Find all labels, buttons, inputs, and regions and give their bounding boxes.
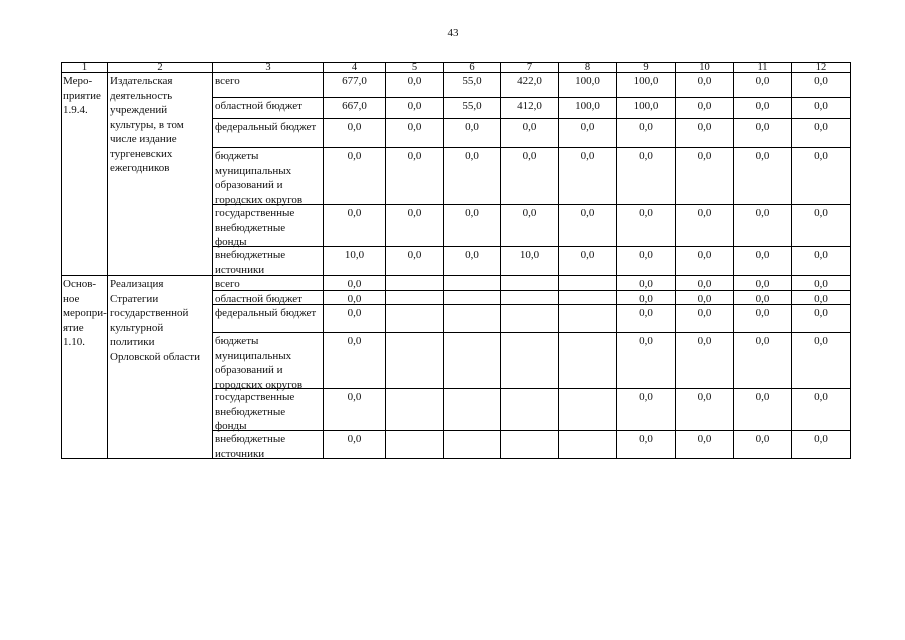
amount-cell: 0,0 [676, 276, 734, 291]
amount-cell: 0,0 [676, 205, 734, 247]
amount-cell [386, 333, 444, 389]
amount-cell [444, 291, 501, 305]
amount-cell: 0,0 [617, 291, 676, 305]
funding-source-cell [213, 247, 324, 276]
amount-cell: 0,0 [617, 247, 676, 276]
amount-cell: 0,0 [734, 389, 792, 431]
amount-cell: 0,0 [386, 247, 444, 276]
funding-source-line: городских округов [215, 378, 303, 391]
amount-cell: 0,0 [792, 205, 851, 247]
amount-cell [386, 305, 444, 333]
amount-cell: 0,0 [559, 148, 617, 205]
amount-cell [444, 305, 501, 333]
amount-cell: 0,0 [734, 73, 792, 98]
amount-cell [501, 431, 559, 459]
funding-source-cell [213, 73, 324, 98]
column-number-header: 12 [792, 63, 851, 73]
funding-source-line: федеральный бюджет [215, 121, 317, 133]
amount-cell: 0,0 [734, 276, 792, 291]
amount-cell: 10,0 [324, 247, 386, 276]
funding-source-line: внебюджетные [215, 433, 286, 445]
amount-cell [444, 276, 501, 291]
amount-cell: 100,0 [617, 73, 676, 98]
funding-source-line: образований и [215, 364, 283, 376]
amount-cell: 0,0 [324, 291, 386, 305]
funding-source-line: фонды [215, 420, 247, 432]
amount-cell: 0,0 [734, 148, 792, 205]
funding-source-cell [213, 333, 324, 389]
funding-source-line: областной бюджет [215, 293, 302, 305]
funding-source-line: фонды [215, 236, 247, 248]
event-number-cell [62, 73, 108, 276]
funding-source-line: внебюджетные [215, 221, 286, 234]
funding-source-cell [213, 431, 324, 459]
amount-cell: 0,0 [617, 276, 676, 291]
column-number-header: 5 [386, 63, 444, 73]
amount-cell: 0,0 [324, 119, 386, 148]
amount-cell [501, 389, 559, 431]
funding-source-cell [213, 148, 324, 205]
amount-cell [559, 291, 617, 305]
amount-cell [501, 305, 559, 333]
event-number-cell [62, 276, 108, 459]
amount-cell: 0,0 [444, 119, 501, 148]
amount-cell: 55,0 [444, 98, 501, 119]
amount-cell [559, 431, 617, 459]
amount-cell: 0,0 [792, 333, 851, 389]
event-number-line: 1.10. [63, 336, 85, 348]
amount-cell: 0,0 [324, 305, 386, 333]
amount-cell: 0,0 [386, 205, 444, 247]
amount-cell: 0,0 [676, 389, 734, 431]
amount-cell: 0,0 [676, 119, 734, 148]
funding-source-cell [213, 305, 324, 333]
funding-source-line: городских округов [215, 193, 303, 206]
amount-cell: 0,0 [734, 247, 792, 276]
amount-cell: 0,0 [792, 98, 851, 119]
amount-cell: 0,0 [792, 148, 851, 205]
event-number-line: 1.9.4. [63, 104, 88, 116]
amount-cell: 0,0 [792, 247, 851, 276]
amount-cell: 0,0 [386, 73, 444, 98]
amount-cell: 0,0 [617, 205, 676, 247]
amount-cell: 0,0 [444, 148, 501, 205]
amount-cell: 0,0 [559, 205, 617, 247]
event-title-line: Издательская [110, 75, 173, 87]
funding-source-cell [213, 389, 324, 431]
funding-source-line: государственные [215, 391, 295, 403]
amount-cell: 667,0 [324, 98, 386, 119]
amount-cell: 100,0 [559, 73, 617, 98]
amount-cell: 0,0 [676, 98, 734, 119]
amount-cell: 0,0 [676, 73, 734, 98]
amount-cell: 0,0 [324, 276, 386, 291]
amount-cell: 0,0 [676, 431, 734, 459]
funding-source-cell [213, 98, 324, 119]
amount-cell: 422,0 [501, 73, 559, 98]
amount-cell [501, 276, 559, 291]
amount-cell: 412,0 [501, 98, 559, 119]
amount-cell: 0,0 [324, 333, 386, 389]
amount-cell: 0,0 [792, 73, 851, 98]
funding-source-line: образований и [215, 179, 283, 191]
amount-cell: 0,0 [444, 247, 501, 276]
event-title-line: Реализация [110, 278, 164, 290]
event-title-line: культуры, в том [110, 118, 184, 131]
amount-cell [559, 305, 617, 333]
amount-cell: 0,0 [617, 119, 676, 148]
amount-cell [386, 276, 444, 291]
amount-cell: 0,0 [676, 333, 734, 389]
funding-source-cell [213, 276, 324, 291]
amount-cell: 100,0 [617, 98, 676, 119]
column-number-header: 7 [501, 63, 559, 73]
event-number-line: ятие [63, 321, 84, 334]
funding-source-line: муниципальных [215, 349, 292, 362]
funding-source-line: внебюджетные [215, 249, 286, 261]
amount-cell: 0,0 [386, 148, 444, 205]
funding-source-line: государственные [215, 207, 295, 219]
amount-cell: 0,0 [734, 305, 792, 333]
column-number-header: 10 [676, 63, 734, 73]
funding-source-line: федеральный бюджет [215, 307, 317, 319]
amount-cell: 0,0 [792, 431, 851, 459]
amount-cell: 0,0 [676, 148, 734, 205]
event-number-line: Меро- [63, 75, 93, 87]
amount-cell: 0,0 [617, 148, 676, 205]
amount-cell [386, 291, 444, 305]
event-title-line: государственной [110, 307, 189, 319]
amount-cell [386, 431, 444, 459]
amount-cell: 0,0 [617, 305, 676, 333]
event-title-line: тургеневских [110, 147, 173, 160]
amount-cell [501, 291, 559, 305]
financing-table [61, 62, 851, 459]
amount-cell: 55,0 [444, 73, 501, 98]
amount-cell [559, 276, 617, 291]
amount-cell: 677,0 [324, 73, 386, 98]
amount-cell: 0,0 [734, 431, 792, 459]
column-number-header: 9 [617, 63, 676, 73]
amount-cell: 0,0 [734, 98, 792, 119]
event-title-line: числе издание [110, 133, 177, 145]
amount-cell: 0,0 [501, 148, 559, 205]
amount-cell: 0,0 [386, 119, 444, 148]
amount-cell: 0,0 [617, 389, 676, 431]
amount-cell: 0,0 [676, 305, 734, 333]
amount-cell: 0,0 [501, 205, 559, 247]
funding-source-line: внебюджетные [215, 405, 286, 418]
amount-cell: 0,0 [792, 305, 851, 333]
amount-cell: 0,0 [559, 247, 617, 276]
column-number-header: 11 [734, 63, 792, 73]
event-title-line: деятельность [110, 89, 173, 102]
column-number-header: 6 [444, 63, 501, 73]
amount-cell: 0,0 [324, 431, 386, 459]
amount-cell: 0,0 [324, 205, 386, 247]
amount-cell: 0,0 [501, 119, 559, 148]
column-number-header: 4 [324, 63, 386, 73]
amount-cell: 0,0 [792, 389, 851, 431]
amount-cell: 100,0 [559, 98, 617, 119]
amount-cell: 0,0 [792, 291, 851, 305]
funding-source-line: источники [215, 447, 265, 460]
column-number-header: 1 [62, 63, 108, 73]
column-number-header: 2 [108, 63, 213, 73]
funding-source-cell [213, 205, 324, 247]
amount-cell: 0,0 [324, 148, 386, 205]
page-number: 43 [447, 27, 459, 39]
amount-cell: 0,0 [386, 98, 444, 119]
funding-source-line: всего [215, 278, 240, 290]
amount-cell: 0,0 [792, 119, 851, 148]
amount-cell: 0,0 [676, 291, 734, 305]
amount-cell: 0,0 [617, 431, 676, 459]
event-title-cell [108, 73, 213, 276]
event-title-line: Орловской области [110, 350, 200, 363]
amount-cell: 0,0 [734, 291, 792, 305]
amount-cell [444, 389, 501, 431]
amount-cell: 0,0 [676, 247, 734, 276]
event-number-line: Основ- [63, 278, 97, 290]
amount-cell: 0,0 [792, 276, 851, 291]
amount-cell: 0,0 [734, 119, 792, 148]
funding-source-line: источники [215, 263, 265, 276]
amount-cell [444, 333, 501, 389]
amount-cell: 10,0 [501, 247, 559, 276]
event-number-line: ное [63, 292, 80, 305]
event-number-line: приятие [63, 89, 101, 102]
amount-cell [559, 389, 617, 431]
amount-cell [501, 333, 559, 389]
event-number-line: меропри- [63, 307, 107, 319]
amount-cell [386, 389, 444, 431]
funding-source-line: областной бюджет [215, 100, 302, 112]
event-title-line: Стратегии [110, 292, 159, 305]
funding-source-line: всего [215, 75, 240, 87]
event-title-line: ежегодников [110, 162, 170, 174]
amount-cell [559, 333, 617, 389]
funding-source-cell [213, 291, 324, 305]
event-title-line: политики [110, 336, 155, 348]
funding-source-line: бюджеты [215, 150, 259, 162]
column-number-header: 3 [213, 63, 324, 73]
amount-cell: 0,0 [734, 333, 792, 389]
amount-cell: 0,0 [559, 119, 617, 148]
event-title-line: культурной [110, 321, 164, 334]
amount-cell: 0,0 [324, 389, 386, 431]
amount-cell: 0,0 [734, 205, 792, 247]
event-title-cell [108, 276, 213, 459]
funding-source-line: муниципальных [215, 164, 292, 177]
amount-cell [444, 431, 501, 459]
amount-cell: 0,0 [444, 205, 501, 247]
funding-source-cell [213, 119, 324, 148]
event-title-line: учреждений [110, 104, 168, 116]
column-number-header: 8 [559, 63, 617, 73]
funding-source-line: бюджеты [215, 335, 259, 347]
amount-cell: 0,0 [617, 333, 676, 389]
